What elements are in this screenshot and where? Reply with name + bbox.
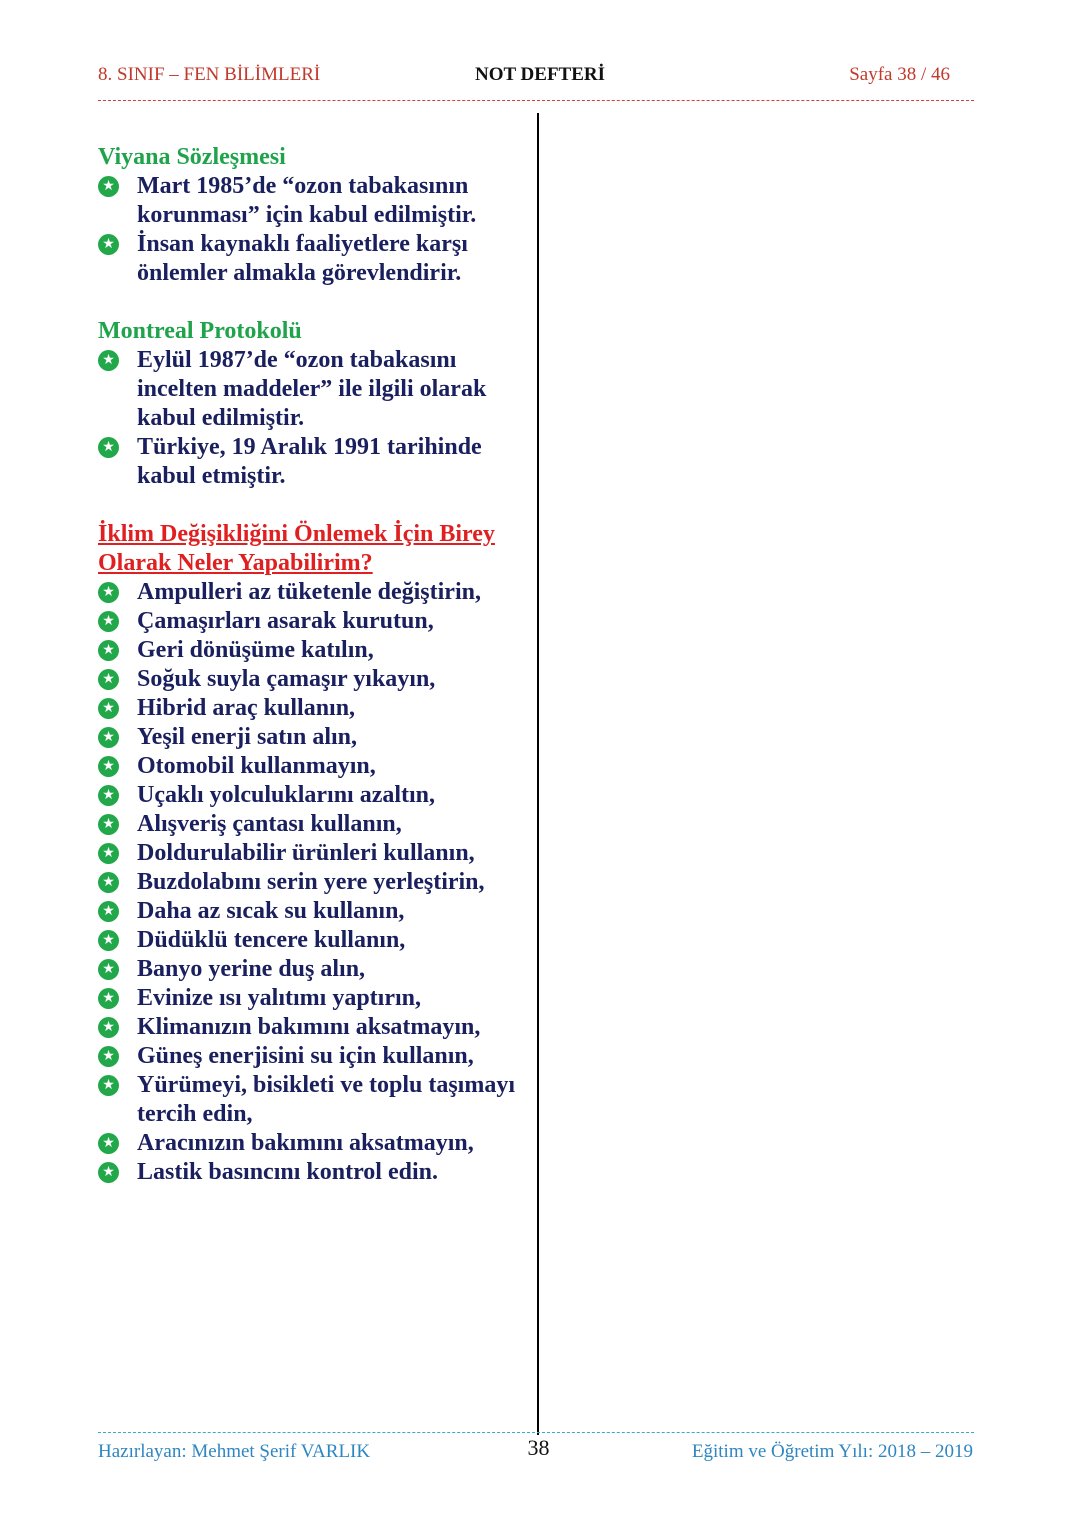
list-item-text: Daha az sıcak su kullanın, (137, 898, 405, 924)
list-item (98, 578, 523, 607)
star-bullet-icon (98, 437, 119, 458)
list-montreal (98, 346, 523, 491)
list-item (98, 752, 523, 781)
list-item-text: Banyo yerine duş alın, (137, 956, 366, 982)
list-item-text: Lastik basıncını kontrol edin. (137, 1159, 438, 1185)
list-item (98, 868, 523, 897)
list-item-text: Otomobil kullanmayın, (137, 753, 376, 779)
list-item (98, 1158, 523, 1187)
star-bullet-icon (98, 785, 119, 806)
list-item-text: Yürümeyi, bisikleti ve toplu taşımayı tercih edin, (137, 1072, 516, 1127)
list-item-text: Doldurulabilir ürünleri kullanın, (137, 840, 475, 866)
list-item (98, 955, 523, 984)
list-item-text: Soğuk suyla çamaşır yıkayın, (137, 666, 436, 692)
list-item-text: Aracınızın bakımını aksatmayın, (137, 1130, 474, 1156)
star-bullet-icon (98, 930, 119, 951)
star-bullet-icon (98, 756, 119, 777)
star-bullet-icon (98, 234, 119, 255)
star-bullet-icon (98, 814, 119, 835)
list-item (98, 984, 523, 1013)
star-bullet-icon (98, 176, 119, 197)
list-item-text: İnsan kaynaklı faaliyetlere karşı önlemler almakla görevlendirir. (137, 231, 468, 286)
section-title-iklim: İklim Değişikliğini Önlemek İçin Birey Olarak Neler Yapabilirim? (98, 521, 495, 576)
list-item (98, 1013, 523, 1042)
list-item-text: Evinize ısı yalıtımı yaptırın, (137, 985, 422, 1011)
star-bullet-icon (98, 1133, 119, 1154)
list-item-text: Klimanızın bakımını aksatmayın, (137, 1014, 481, 1040)
list-item (98, 607, 523, 636)
list-item (98, 694, 523, 723)
list-item (98, 433, 523, 491)
list-item-text: Çamaşırları asarak kurutun, (137, 608, 434, 634)
star-bullet-icon (98, 1075, 119, 1096)
list-item-text: Geri dönüşüme katılın, (137, 637, 374, 663)
star-bullet-icon (98, 727, 119, 748)
list-item (98, 723, 523, 752)
star-bullet-icon (98, 901, 119, 922)
list-item-text: Uçaklı yolculuklarını azaltın, (137, 782, 436, 808)
star-bullet-icon (98, 872, 119, 893)
left-column (98, 143, 523, 1187)
list-item-text: Alışveriş çantası kullanın, (137, 811, 402, 837)
list-item (98, 230, 523, 288)
list-item (98, 897, 523, 926)
section-title-montreal: Montreal Protokolü (98, 318, 302, 344)
list-item (98, 172, 523, 230)
star-bullet-icon (98, 350, 119, 371)
footer-year: Eğitim ve Öğretim Yılı: 2018 – 2019 (691, 1441, 973, 1462)
star-bullet-icon (98, 959, 119, 980)
list-item-text: Buzdolabını serin yere yerleştirin, (137, 869, 485, 895)
list-item (98, 636, 523, 665)
list-viyana (98, 172, 523, 288)
header-page-info: Sayfa 38 / 46 (849, 64, 950, 85)
star-bullet-icon (98, 1046, 119, 1067)
list-item (98, 1129, 523, 1158)
footer-divider (98, 1432, 974, 1433)
list-item-text: Düdüklü tencere kullanın, (137, 927, 406, 953)
star-bullet-icon (98, 988, 119, 1009)
star-bullet-icon (98, 1017, 119, 1038)
star-bullet-icon (98, 843, 119, 864)
list-item (98, 781, 523, 810)
header-subject: 8. SINIF – FEN BİLİMLERİ (98, 64, 321, 85)
list-item-text: Eylül 1987’de “ozon tabakasını incelten maddeler” ile ilgili olarak kabul edilmiştir. (137, 347, 487, 431)
header-divider (98, 100, 974, 101)
page-number: 38 (527, 1435, 550, 1460)
list-item-text: Yeşil enerji satın alın, (137, 724, 357, 750)
star-bullet-icon (98, 582, 119, 603)
star-bullet-icon (98, 611, 119, 632)
list-item-text: Hibrid araç kullanın, (137, 695, 356, 721)
column-divider (537, 113, 539, 1435)
list-item (98, 926, 523, 955)
list-item (98, 810, 523, 839)
list-item (98, 665, 523, 694)
list-iklim (98, 578, 523, 1187)
section-title-viyana: Viyana Sözleşmesi (98, 144, 286, 170)
list-item-text: Ampulleri az tüketenle değiştirin, (137, 579, 481, 605)
header-title: NOT DEFTERİ (474, 64, 606, 85)
list-item-text: Mart 1985’de “ozon tabakasının korunması” için kabul edilmiştir. (137, 173, 477, 228)
list-item (98, 839, 523, 868)
star-bullet-icon (98, 1162, 119, 1183)
star-bullet-icon (98, 698, 119, 719)
list-item (98, 1042, 523, 1071)
spacer (98, 491, 523, 520)
list-item (98, 1071, 523, 1129)
list-item-text: Türkiye, 19 Aralık 1991 tarihinde kabul etmiştir. (137, 434, 482, 489)
spacer (98, 288, 523, 317)
star-bullet-icon (98, 640, 119, 661)
list-item-text: Güneş enerjisini su için kullanın, (137, 1043, 474, 1069)
list-item (98, 346, 523, 433)
footer-author: Hazırlayan: Mehmet Şerif VARLIK (98, 1441, 371, 1462)
star-bullet-icon (98, 669, 119, 690)
